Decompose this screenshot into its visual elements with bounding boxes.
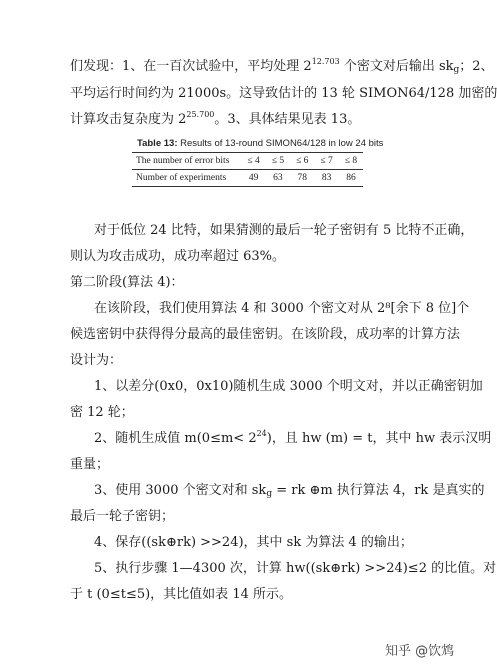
step-line: 密 12 轮； (70, 405, 134, 420)
table-cell: 78 (290, 170, 314, 187)
step-line (94, 429, 492, 448)
table-caption (137, 138, 383, 149)
text-run: 计算攻击复杂度为 2 (70, 112, 187, 127)
table-header-cell: ≤ 6 (290, 153, 314, 170)
table-header-cell: ≤ 7 (314, 153, 338, 170)
paragraph-line: 设计为： (70, 353, 123, 368)
table-cell: 49 (241, 170, 265, 187)
paragraph-line: 在该阶段，我们使用算法 4 和 3000 个密文对从 2⁸[余下 8 位]个 (94, 301, 470, 316)
text-run: )，且 hw (m) = t，其中 hw 表示汉明 (266, 431, 492, 446)
paragraph-line: 则认为攻击成功，成功率超过 63%。 (70, 249, 286, 264)
table-cell: Number of experiments (132, 170, 241, 187)
paragraph-line: 平均运行时间约为 21000s。这导致估计的 13 轮 SIMON64/128 加密的 (70, 86, 497, 101)
paragraph-line: 候选密钥中获得得分最高的最佳密钥。在该阶段，成功率的计算方法 (70, 327, 461, 342)
text-run: 。3、具体结果见表 13。 (214, 112, 361, 127)
table-header-cell: ≤ 8 (339, 153, 363, 170)
watermark: 知乎 @饮鸩 (385, 644, 455, 659)
step-line: 4、保存((sk⊕rk) >>24)，其中 sk 为算法 4 的输出； (94, 535, 413, 550)
step-line: 最后一轮子密钥； (70, 509, 175, 524)
paragraph-line (70, 57, 494, 76)
results-table (132, 152, 363, 187)
step-line: 1、以差分(0x0，0x10)随机生成 3000 个明文对，并以正确密钥加 (94, 379, 483, 394)
text-run: ；2、 (459, 59, 494, 74)
text-run: = rk ⊕m 执行算法 4，rk 是真实的 (272, 483, 485, 498)
table-cell: 86 (339, 170, 363, 187)
step-line: 于 t (0≤t≤5)，其比值如表 14 所示。 (70, 587, 292, 602)
table-cell: 63 (266, 170, 290, 187)
step-line: 5、执行步骤 1—4300 次，计算 hw((sk⊕rk) >>24)≤2 的比值。对 (94, 561, 497, 576)
paragraph-line: 对于低位 24 比特，如果猜测的最后一轮子密钥有 5 比特不正确， (94, 223, 474, 238)
table-caption-text: Results of 13-round SIMON64/128 in low 24 bits (180, 138, 384, 149)
table-caption-label: Table 13: (137, 138, 178, 149)
exponent: 25.700 (186, 110, 215, 119)
table-row (132, 170, 363, 187)
table-cell: 83 (314, 170, 338, 187)
section-heading: 第二阶段(算法 4)： (70, 275, 184, 290)
table-header-cell: The number of error bits (132, 153, 241, 170)
text-run: 3、使用 3000 个密文对和 sk (94, 483, 267, 498)
subscript: g (266, 489, 273, 499)
table-header-cell: ≤ 5 (266, 153, 290, 170)
table-header-cell: ≤ 4 (241, 153, 265, 170)
paragraph-line (70, 111, 434, 129)
text-run: 们发现：1、在一百次试验中，平均处理 2 (70, 59, 312, 74)
text-run: 2、随机生成值 m(0≤m< 2 (94, 431, 257, 446)
table-header-row (132, 153, 363, 170)
step-line (94, 482, 485, 500)
step-line: 重量； (70, 457, 110, 472)
exponent: 12.703 (311, 57, 340, 66)
subscript: g (453, 65, 460, 75)
text-run: 个密文对后输出 sk (339, 59, 454, 74)
exponent: 24 (256, 429, 267, 438)
